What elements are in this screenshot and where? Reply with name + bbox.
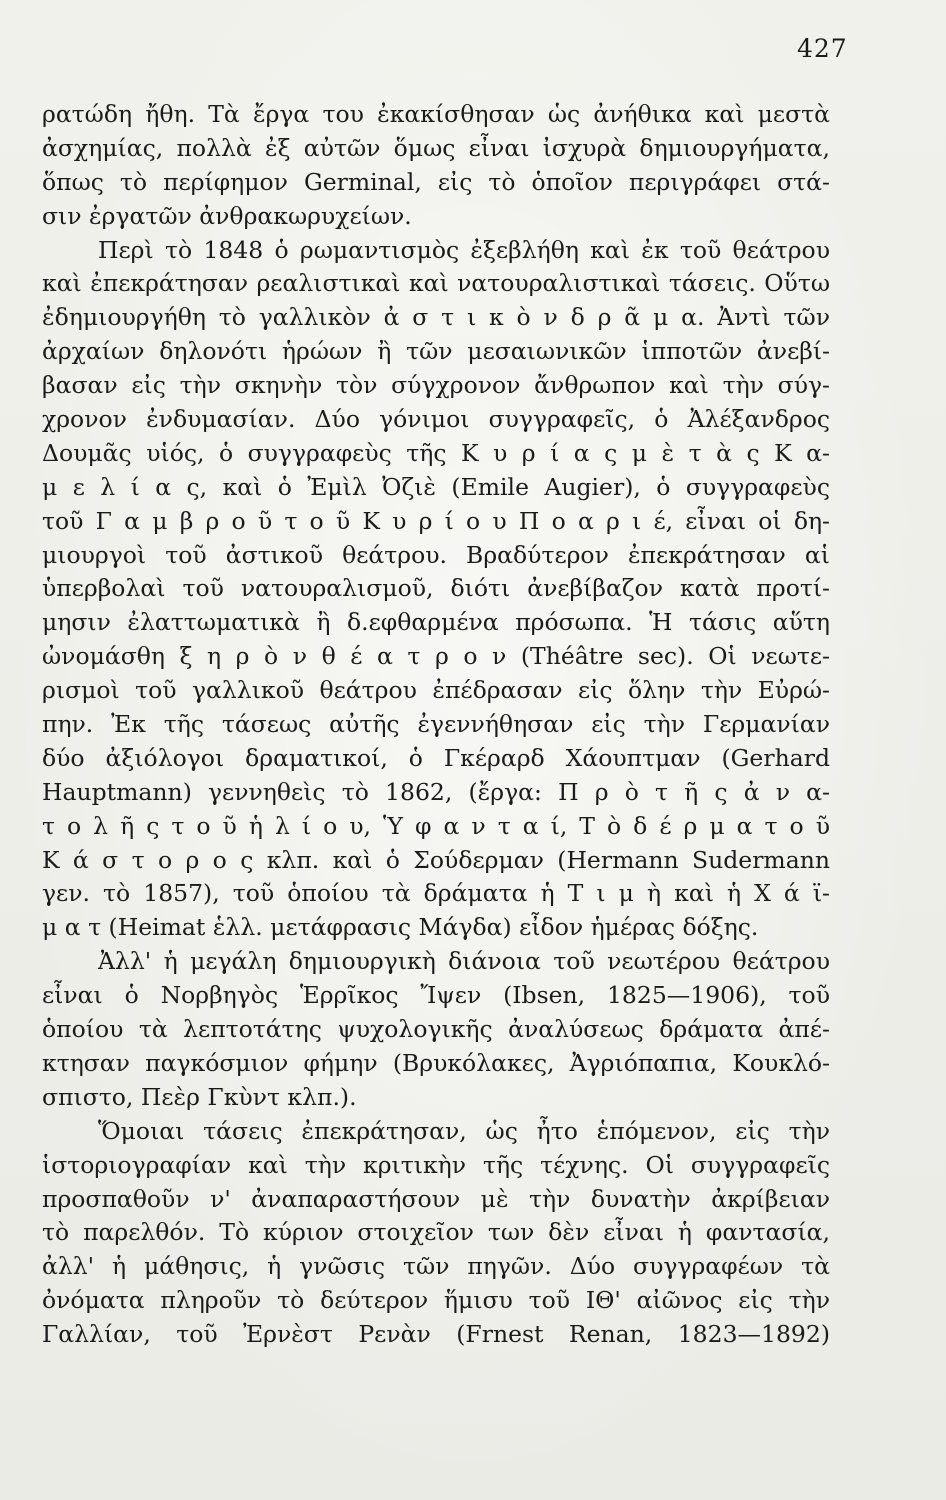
- text-line: εἶναι ὁ Νορβηγὸς Ἑρρῖκος Ἴψεν (Ibsen, 1825—1906), τοῦ: [42, 981, 830, 1010]
- text-line: μιουργοὶ τοῦ ἀστικοῦ θεάτρου. Βραδύτερον ἐπεκράτησαν αἱ: [42, 540, 830, 569]
- text-line: Hauptmann) γεννηθεὶς τὸ 1862, (ἔργα: Π ρ ὸ τ ῆ ς ἀ ν α-: [42, 777, 830, 806]
- text-line: ρισμοὶ τοῦ γαλλικοῦ θεάτρου ἐπέδρασαν εἰς ὅλην τὴν Εὐρώ-: [42, 676, 830, 705]
- text-line: ὀνόματα πληροῦν τὸ δεύτερον ἥμισυ τοῦ ΙΘ' αἰῶνος εἰς τὴν: [42, 1286, 830, 1315]
- body-text: [42, 98, 830, 1352]
- text-line: ὠνομάσθη ξ η ρ ὸ ν θ έ α τ ρ ο ν (Théâtre sec). Οἱ νεωτε-: [42, 642, 830, 671]
- text-line: μ ε λ ί α ς, καὶ ὁ Ἐμὶλ Ὀζιὲ (Emile Augier), ὁ συγγραφεὺς: [42, 472, 830, 501]
- text-line: ἀλλ' ἡ μάθησις, ἡ γνῶσις τῶν πηγῶν. Δύο συγγραφέων τὰ: [42, 1252, 830, 1281]
- text-line: ὅπως τὸ περίφημον Germinal, εἰς τὸ ὁποῖον περιγράφει στά-: [42, 167, 830, 196]
- text-line: καὶ ἐπεκράτησαν ρεαλιστικαὶ καὶ νατουραλιστικαὶ τάσεις. Οὕτω: [42, 269, 830, 298]
- text-line: βασαν εἰς τὴν σκηνὴν τὸν σύγχρονον ἄνθρωπον καὶ τὴν σύγ-: [42, 371, 830, 400]
- text-line: χρονον ἐνδυμασίαν. Δύο γόνιμοι συγγραφεῖς, ὁ Ἀλέξανδρος: [42, 405, 830, 434]
- text-line: Κ ά σ τ ο ρ ο ς κλπ. καὶ ὁ Σούδερμαν (Hermann Sudermann: [42, 845, 830, 874]
- text-line: ἐδημιουργήθη τὸ γαλλικὸν ἀ σ τ ι κ ὸ ν δ ρ ᾶ μ α. Ἀντὶ τῶν: [42, 303, 830, 332]
- text-line: σιν ἐργατῶν ἀνθρακωρυχείων.: [42, 201, 412, 230]
- text-line: ἀρχαίων δηλονότι ἡρώων ἢ τῶν μεσαιωνικῶν ἱπποτῶν ἀνεβί-: [42, 337, 830, 366]
- text-line: κτησαν παγκόσμιον φήμην (Βρυκόλακες, Ἀγριόπαπια, Κουκλό-: [42, 1048, 830, 1077]
- text-line: ὑπερβολαὶ τοῦ νατουραλισμοῦ, διότι ἀνεβίβαζον κατὰ προτί-: [42, 574, 830, 603]
- text-line: ἱστοριογραφίαν καὶ τὴν κριτικὴν τῆς τέχνης. Οἱ συγγραφεῖς: [42, 1150, 830, 1179]
- text-line: πην. Ἐκ τῆς τάσεως αὐτῆς ἐγεννήθησαν εἰς τὴν Γερμανίαν: [42, 710, 830, 739]
- text-line: σπιστο, Πεὲρ Γκὺντ κλπ.).: [42, 1082, 357, 1111]
- text-line: Δουμᾶς υἱός, ὁ συγγραφεὺς τῆς Κ υ ρ ί α ς μ ὲ τ ὰ ς Κ α-: [42, 438, 830, 467]
- page-number: 427: [797, 34, 848, 63]
- text-line: γεν. τὸ 1857), τοῦ ὁποίου τὰ δράματα ἡ Τ ι μ ὴ καὶ ἡ Χ ά ϊ-: [42, 879, 830, 908]
- text-line: ὁποίου τὰ λεπτοτάτης ψυχολογικῆς ἀναλύσεως δράματα ἀπέ-: [42, 1015, 830, 1044]
- text-line: μ α τ (Heimat ἑλλ. μετάφρασις Μάγδα) εἶδον ἡμέρας δόξης.: [42, 913, 759, 942]
- paragraph-start: Ἀλλ' ἡ μεγάλη δημιουργικὴ διάνοια τοῦ νεωτέρου θεάτρου: [98, 947, 830, 976]
- text-line: τὸ παρελθόν. Τὸ κύριον στοιχεῖον των δὲν εἶναι ἡ φαντασία,: [42, 1218, 830, 1247]
- text-line: τ ο λ ῆ ς τ ο ῦ ἡ λ ί ο υ, Ὑ φ α ν τ α ί, Τ ὸ δ έ ρ μ α τ ο ῦ: [42, 811, 830, 840]
- text-line: μησιν ἐλαττωματικὰ ἢ δ.εφθαρμένα πρόσωπα. Ἡ τάσις αὕτη: [42, 608, 830, 637]
- text-line: ἀσχημίας, πολλὰ ἐξ αὐτῶν ὅμως εἶναι ἰσχυρὰ δημιουργήματα,: [42, 133, 830, 162]
- paragraph-start: Περὶ τὸ 1848 ὁ ρωμαντισμὸς ἐξεβλήθη καὶ ἐκ τοῦ θεάτρου: [98, 235, 830, 264]
- text-line: προσπαθοῦν ν' ἀναπαραστήσουν μὲ τὴν δυνατὴν ἀκρίβειαν: [42, 1184, 830, 1213]
- text-line: Γαλλίαν, τοῦ Ἐρνὲστ Ρενὰν (Frnest Renan, 1823—1892): [42, 1320, 830, 1349]
- text-line: τοῦ Γ α μ β ρ ο ῦ τ ο ῦ Κ υ ρ ί ο υ Π ο α ρ ι έ, εἶναι οἱ δη-: [42, 506, 830, 535]
- text-line: ρατώδη ἤθη. Τὰ ἔργα του ἐκακίσθησαν ὡς ἀνήθικα καὶ μεστὰ: [42, 100, 830, 128]
- paragraph-start: Ὅμοιαι τάσεις ἐπεκράτησαν, ὡς ἦτο ἑπόμενον, εἰς τὴν: [98, 1116, 830, 1145]
- text-line: δύο ἀξιόλογοι δραματικοί, ὁ Γκέραρδ Χάουπτμαν (Gerhard: [42, 743, 830, 772]
